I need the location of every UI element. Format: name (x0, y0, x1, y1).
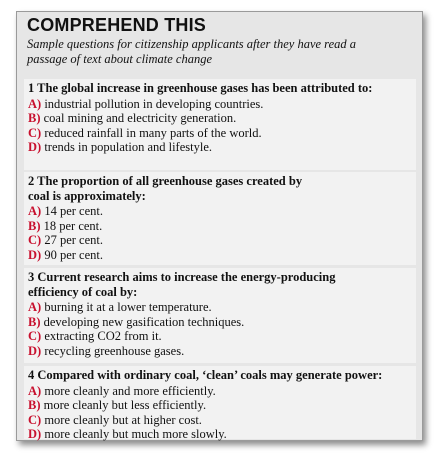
option-text: 18 per cent. (43, 218, 103, 233)
option-text: reduced rainfall in many parts of the world. (44, 125, 262, 140)
option-letter: D) (28, 247, 42, 262)
quiz-card (16, 11, 423, 441)
option-text: more cleanly and more efficiently. (44, 383, 216, 398)
option-letter: A) (28, 300, 42, 314)
option-letter: B) (28, 218, 41, 233)
option-letter: B) (28, 111, 41, 125)
subtitle-line: Sample questions for citizenship applicants after they have read a (27, 37, 357, 51)
option-letter: C) (28, 412, 42, 427)
question-4 (24, 366, 416, 439)
option-text: more cleanly but less efficiently. (43, 398, 207, 412)
option-text: trends in population and lifestyle. (44, 140, 213, 154)
header (27, 14, 417, 67)
option-letter: A) (28, 204, 42, 218)
option-text: industrial pollution in developing countries. (44, 96, 264, 111)
subtitle-line: passage of text about climate change (27, 52, 213, 66)
option-d[interactable] (28, 248, 412, 263)
question-2 (24, 172, 416, 265)
question-text-line: 1 The global increase in greenhouse gases has been attributed to: (28, 81, 373, 95)
option-text: 27 per cent. (44, 233, 103, 247)
option-a[interactable] (28, 300, 412, 315)
option-d[interactable] (28, 427, 412, 442)
option-c[interactable] (28, 126, 412, 141)
option-b[interactable] (28, 111, 412, 126)
question-text-line: efficiency of coal by: (28, 284, 138, 299)
question-text (28, 368, 412, 383)
question-3 (24, 268, 416, 363)
page-title: COMPREHEND THIS (27, 15, 207, 35)
option-letter: D) (28, 343, 42, 358)
option-text: 90 per cent. (44, 247, 103, 262)
question-text-line: 2 The proportion of all greenhouse gases created by (28, 174, 303, 188)
option-c[interactable] (28, 233, 412, 248)
question-text-line: 4 Compared with ordinary coal, ‘clean’ coals may generate power: (28, 368, 383, 382)
option-a[interactable] (28, 384, 412, 399)
option-b[interactable] (28, 219, 412, 234)
option-a[interactable] (28, 97, 412, 112)
option-b[interactable] (28, 398, 412, 413)
option-text: 14 per cent. (44, 204, 103, 218)
option-text: burning it at a lower temperature. (44, 300, 212, 314)
option-d[interactable] (28, 344, 412, 359)
option-letter: C) (28, 233, 42, 247)
option-letter: D) (28, 427, 42, 441)
option-c[interactable] (28, 329, 412, 344)
option-letter: B) (28, 398, 41, 412)
option-text: more cleanly but much more slowly. (44, 427, 227, 441)
question-text-line: coal is approximately: (28, 188, 146, 203)
option-letter: C) (28, 329, 42, 343)
option-letter: A) (28, 96, 42, 111)
option-a[interactable] (28, 204, 412, 219)
option-letter: B) (28, 314, 41, 329)
option-text: coal mining and electricity generation. (43, 111, 237, 125)
option-text: recycling greenhouse gases. (44, 343, 185, 358)
option-text: more cleanly but at higher cost. (44, 412, 202, 427)
option-letter: D) (28, 140, 42, 154)
option-letter: A) (28, 383, 42, 398)
option-letter: C) (28, 125, 42, 140)
question-text (28, 174, 412, 203)
question-text (28, 81, 412, 96)
option-d[interactable] (28, 140, 412, 155)
question-text-line: 3 Current research aims to increase the energy-producing (28, 270, 336, 284)
option-b[interactable] (28, 315, 412, 330)
subtitle (27, 37, 417, 67)
question-text (28, 270, 412, 299)
option-c[interactable] (28, 413, 412, 428)
question-1 (24, 79, 416, 170)
option-text: developing new gasification techniques. (43, 314, 245, 329)
option-text: extracting CO2 from it. (44, 329, 162, 343)
